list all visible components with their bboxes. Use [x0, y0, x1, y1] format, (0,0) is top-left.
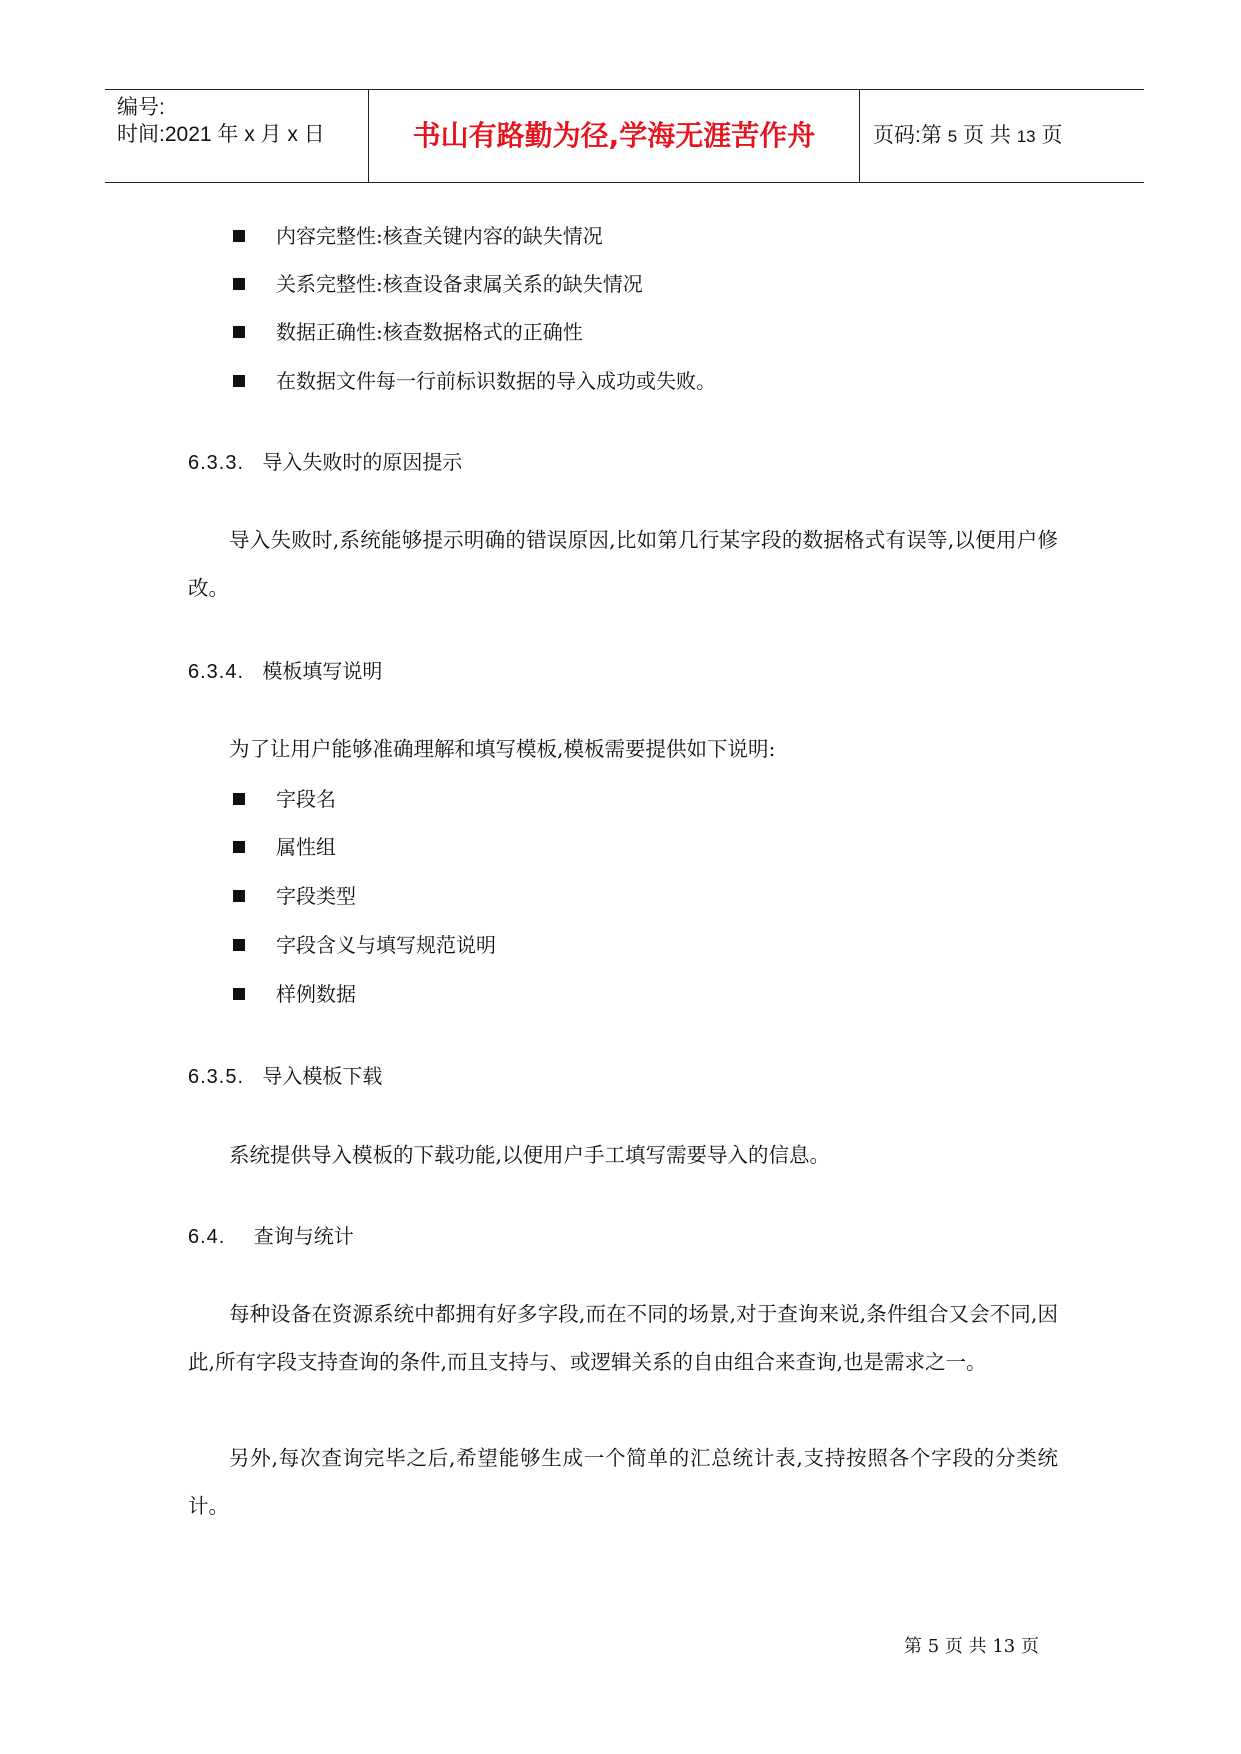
bullet-square-icon: [233, 230, 245, 242]
list-item-text: 内容完整性:核查关键内容的缺失情况: [276, 224, 603, 248]
list-item-text: 关系完整性:核查设备隶属关系的缺失情况: [276, 272, 643, 296]
time-label: 时间:2021 年 x 月 x 日: [117, 123, 325, 146]
page-mid: 页 共: [963, 124, 1011, 147]
page-footer: 第 5 页 共 13 页: [904, 1636, 1039, 1657]
header-motto: 书山有路勤为径,学海无涯苦作舟: [412, 119, 816, 152]
section-heading-6-3-4: [188, 657, 382, 686]
serial-label: 编号:: [117, 96, 165, 119]
header-page-indicator: [873, 90, 1062, 182]
list-item-text: 数据正确性:核查数据格式的正确性: [276, 320, 583, 344]
paragraph: 每种设备在资源系统中都拥有好多字段,而在不同的场景,对于查询来说,条件组合又会不同,因此,所有字段支持查询的条件,而且支持与、或逻辑关系的自由组合来查询,也是需求之一。: [188, 1302, 1058, 1374]
heading-title: 导入模板下载: [262, 1064, 383, 1088]
heading-number: 6.3.5.: [188, 1066, 245, 1088]
section-heading-6-3-5: [188, 1062, 382, 1091]
bullet-square-icon: [233, 326, 245, 338]
bullet-square-icon: [233, 278, 245, 290]
heading-title: 查询与统计: [253, 1224, 354, 1248]
section-heading-6-4: [188, 1222, 354, 1251]
list-item-text: 在数据文件每一行前标识数据的导入成功或失败。: [276, 369, 716, 393]
list-item-text: 字段含义与填写规范说明: [276, 933, 496, 957]
bullet-square-icon: [233, 890, 245, 902]
list-item-text: 属性组: [276, 835, 336, 859]
section-heading-6-3-3: [188, 448, 462, 477]
bullet-square-icon: [233, 375, 245, 387]
heading-title: 导入失败时的原因提示: [262, 450, 463, 474]
paragraph: 为了让用户能够准确理解和填写模板,模板需要提供如下说明:: [229, 737, 776, 761]
paragraph: 导入失败时,系统能够提示明确的错误原因,比如第几行某字段的数据格式有误等,以便用户修改。: [188, 528, 1058, 600]
heading-title: 模板填写说明: [262, 659, 383, 683]
header-divider-left: [368, 90, 369, 182]
list-item-text: 样例数据: [276, 982, 356, 1006]
bullet-square-icon: [233, 939, 245, 951]
page-suffix: 页: [1041, 124, 1063, 147]
page-prefix: 页码:第: [873, 124, 942, 147]
heading-number: 6.4.: [188, 1226, 226, 1248]
header-divider-right: [859, 90, 860, 182]
heading-number: 6.3.4.: [188, 661, 245, 683]
page-header: [105, 89, 1144, 183]
bullet-square-icon: [233, 793, 245, 805]
list-item-text: 字段类型: [276, 884, 356, 908]
page-number: 5: [947, 127, 958, 146]
page-total: 13: [1016, 127, 1036, 146]
bullet-square-icon: [233, 841, 245, 853]
paragraph: 系统提供导入模板的下载功能,以便用户手工填写需要导入的信息。: [229, 1143, 831, 1167]
bullet-square-icon: [233, 988, 245, 1000]
heading-number: 6.3.3.: [188, 452, 245, 474]
paragraph: 另外,每次查询完毕之后,希望能够生成一个简单的汇总统计表,支持按照各个字段的分类统计。: [188, 1446, 1058, 1518]
list-item-text: 字段名: [276, 787, 336, 811]
